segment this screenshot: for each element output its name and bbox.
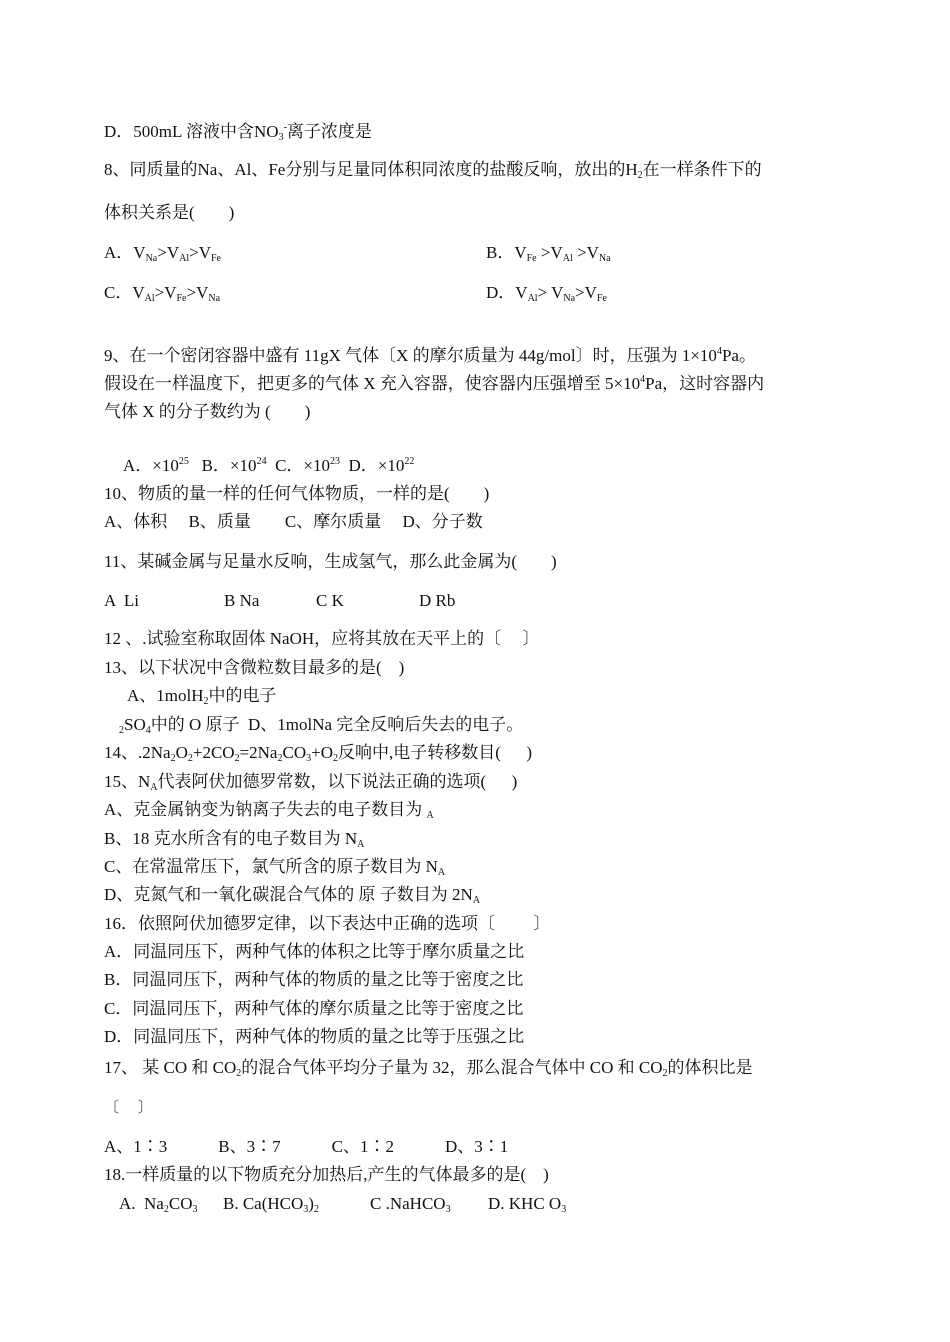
q18-option-b: B. $Ca(HCO_3)_2$ <box>223 1194 319 1215</box>
q9-option-b: B．$\times 10^{24}$ <box>201 456 267 475</box>
q15-option-c: C、在常温常压下，氯气所含的原子数目为 $N_A$ <box>104 857 446 878</box>
q8-option-b: B．$V_{Fe} >V_{Al} >V_{Na}$ <box>486 243 611 264</box>
q15-option-b: B、18 克水所含有的电子数目为 $N_A$ <box>104 829 365 850</box>
q13-stem: 13、以下状况中含微粒数目最多的是( ) <box>104 658 405 677</box>
q11-option-d: D Rb <box>419 591 456 610</box>
q12-stem: 12 、.试验室称取固体 NaOH，应将其放在天平上的〔 〕 <box>104 629 540 648</box>
q9-stem-line1: 9、在一个密闭容器中盛有 11gX 气体〔X 的摩尔质量为 44g/mol〕时，压强为 $1\times 10^4Pa$。 <box>104 346 756 365</box>
q8-option-d: D．$V_{Al}> V_{Na}>V_{Fe}$ <box>486 283 607 304</box>
q10-options: A、体积 B、质量 C、摩尔质量 D、分子数 <box>104 512 483 531</box>
q18-option-c: C .NaHCO$_3$ <box>370 1194 451 1215</box>
q8-stem: 8、同质量的Na、Al、Fe分别与足量同体积同浓度的盐酸反响，放出的$H_2$在一样条件下的 <box>104 160 762 181</box>
q11-option-b: B Na <box>224 591 260 610</box>
q11-stem: 11、某碱金属与足量水反响，生成氢气，那么此金属为( ) <box>104 552 557 571</box>
q9-options <box>123 456 414 476</box>
q9-option-c: C．$\times 10^{23}$ <box>275 456 340 475</box>
q9-stem-line3: 气体 X 的分子数约为 ( ) <box>104 402 311 421</box>
q15-option-a: A、克金属钠变为钠离子失去的电子数目为 $_A$ <box>104 800 434 821</box>
q16-option-a: A．同温同压下，两种气体的体积之比等于摩尔质量之比 <box>104 942 525 961</box>
q8-option-a: A．$V_{Na}>V_{Al}>V_{Fe}$ <box>104 243 221 264</box>
q10-stem: 10、物质的量一样的任何气体物质，一样的是( ) <box>104 484 490 503</box>
q15-option-d: D、克氮气和一氧化碳混合气体的 原 子数目为 $2N_A$ <box>104 885 481 906</box>
q11-option-c: C K <box>316 591 344 610</box>
q17-stem: 17、 某 CO 和 $CO_2$的混合气体平均分子量为 32，那么混合气体中 CO 和 $CO_2$的体积比是 <box>104 1058 753 1079</box>
q16-option-b: B．同温同压下，两种气体的物质的量之比等于密度之比 <box>104 970 524 989</box>
q16-stem: 16．依照阿伏加德罗定律，以下表达中正确的选项〔 〕 <box>104 914 551 933</box>
q16-option-c: C．同温同压下，两种气体的摩尔质量之比等于密度之比 <box>104 999 524 1018</box>
q13-option-a: A、1molH$_2$中的电子 <box>127 686 277 707</box>
q17-answer-bracket: 〔 〕 <box>104 1100 153 1116</box>
q9-stem-line2: 假设在一样温度下，把更多的气体 X 充入容器，使容器内压强增至 $5\times 10^4Pa$，这时容器内 <box>104 374 765 393</box>
q13-options-cd: $_2SO_4$中的 O 原子 D、1molNa 完全反响后失去的电子。 <box>119 715 524 736</box>
q17-options: A、1∶3 B、3∶7 C、1∶2 D、3∶1 <box>104 1137 509 1156</box>
q15-stem: 15、$N_A$代表阿伏加德罗常数，以下说法正确的选项( ) <box>104 772 518 793</box>
q8-stem-cont: 体积关系是( ) <box>104 203 235 222</box>
q18-option-d: D. KHC $O_3$ <box>488 1194 567 1215</box>
q7-option-d: D．500mL 溶液中含$NO_3^-$离子浓度是 <box>104 122 372 143</box>
q18-stem: 18.一样质量的以下物质充分加热后,产生的气体最多的是( ) <box>104 1165 549 1184</box>
q16-option-d: D．同温同压下，两种气体的物质的量之比等于压强之比 <box>104 1027 525 1046</box>
q11-option-a: A Li <box>104 591 139 610</box>
q9-option-d: D．$\times 10^{22}$ <box>348 456 415 475</box>
q14-stem: 14、$.2Na_2O_2+2CO_2=2Na_2CO_3+O_2$反响中,电子转移数目( ) <box>104 743 533 764</box>
q18-option-a: A. $Na_2CO_3$ <box>119 1194 198 1215</box>
q9-option-a: A．$\times 10^{25}$ <box>123 456 189 475</box>
q8-option-c: C．$V_{Al}>V_{Fe}>V_{Na}$ <box>104 283 221 304</box>
